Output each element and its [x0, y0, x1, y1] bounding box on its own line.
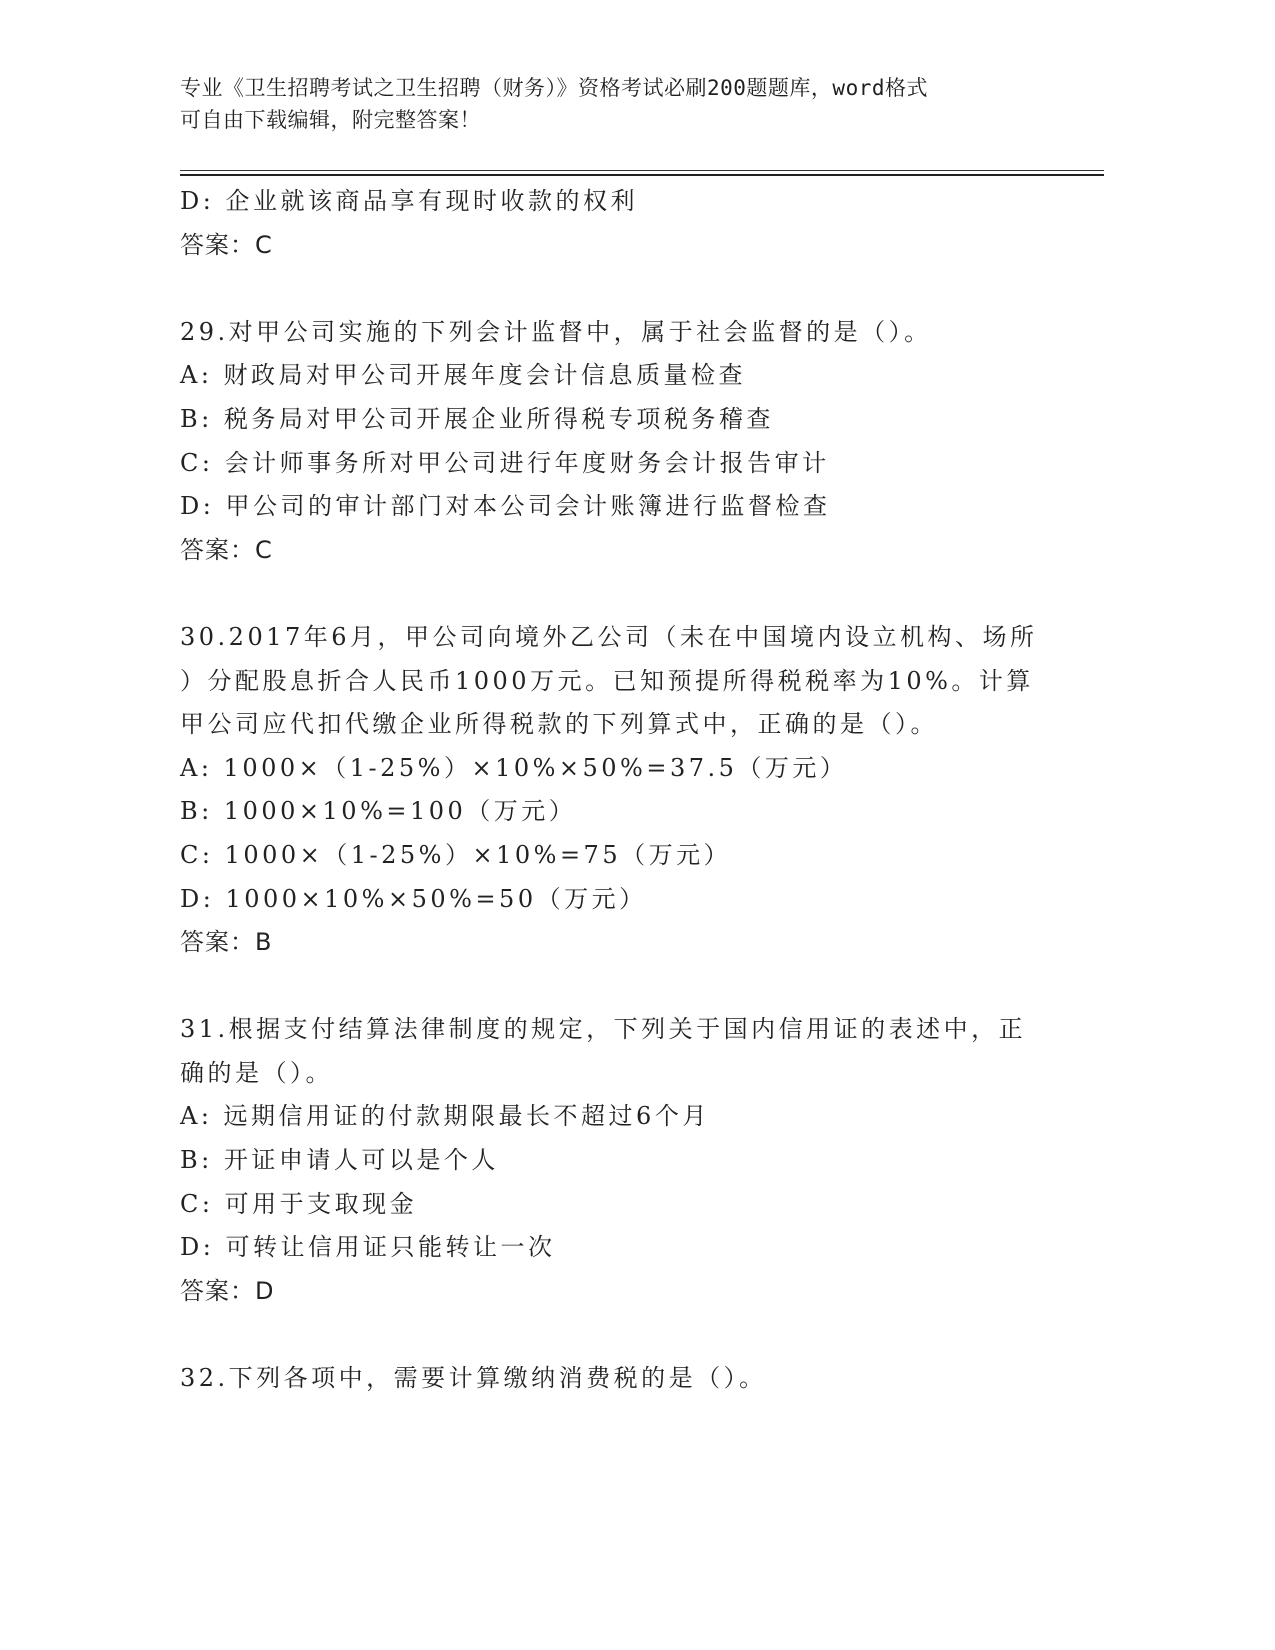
- question-31-option-d: D: 可转让信用证只能转让一次: [180, 1233, 556, 1262]
- question-30: [180, 616, 1060, 965]
- question-31-option-a: A: 远期信用证的付款期限最长不超过6个月: [180, 1102, 710, 1131]
- header-divider-thick: [180, 174, 1104, 176]
- question-29-answer: 答案：C: [180, 535, 273, 564]
- question-29-option-a: A: 财政局对甲公司开展年度会计信息质量检查: [180, 361, 747, 390]
- prev-option-d: D: 企业就该商品享有现时收款的权利: [180, 187, 638, 215]
- spacer: [180, 965, 1060, 1009]
- question-31-stem-line-1: 31.根据支付结算法律制度的规定，下列关于国内信用证的表述中，正: [180, 1015, 1027, 1044]
- spacer: [180, 1313, 1060, 1357]
- question-29-option-d: D: 甲公司的审计部门对本公司会计账簿进行监督检查: [180, 492, 831, 521]
- question-32: [180, 1357, 1060, 1401]
- question-30-option-b: B: 1000×10%=100（万元）: [180, 797, 577, 826]
- spacer: [180, 267, 1060, 311]
- question-29-option-c: C: 会计师事务所对甲公司进行年度财务会计报告审计: [180, 448, 830, 477]
- question-30-stem-line-3: 甲公司应代扣代缴企业所得税款的下列算式中，正确的是（）。: [180, 710, 938, 739]
- question-31-option-b: B: 开证申请人可以是个人: [180, 1146, 499, 1175]
- question-32-stem: 32.下列各项中，需要计算缴纳消费税的是（）。: [180, 1364, 767, 1393]
- question-31-answer: 答案：D: [180, 1276, 275, 1305]
- question-30-option-a: A: 1000×（1-25%）×10%×50%=37.5（万元）: [180, 753, 848, 782]
- spacer: [180, 572, 1060, 616]
- header-line-2: 可自由下载编辑，附完整答案！: [180, 108, 481, 132]
- question-30-option-c: C: 1000×（1-25%）×10%=75（万元）: [180, 840, 732, 869]
- question-31-option-c: C: 可用于支取现金: [180, 1189, 418, 1218]
- question-31-stem-line-2: 确的是（）。: [180, 1058, 333, 1087]
- question-29-option-b: B: 税务局对甲公司开展企业所得税专项税务稽查: [180, 404, 774, 433]
- question-29-stem: 29.对甲公司实施的下列会计监督中，属于社会监督的是（）。: [180, 317, 932, 346]
- question-content: [180, 180, 1060, 1401]
- question-30-option-d: D: 1000×10%×50%=50（万元）: [180, 884, 647, 913]
- question-31: [180, 1008, 1060, 1313]
- prev-answer: 答案：C: [180, 230, 273, 259]
- header-line-1: 专业《卫生招聘考试之卫生招聘（财务）》资格考试必刷200题题库，word格式: [180, 76, 928, 100]
- document-header: [180, 72, 1060, 136]
- question-29: [180, 311, 1060, 573]
- question-30-answer: 答案：B: [180, 928, 273, 957]
- question-30-stem-line-2: ）分配股息折合人民币1000万元。已知预提所得税税率为10%。计算: [180, 666, 1034, 695]
- question-30-stem-line-1: 30.2017年6月，甲公司向境外乙公司（未在中国境内设立机构、场所: [180, 622, 1038, 651]
- header-divider-thin: [180, 170, 1104, 171]
